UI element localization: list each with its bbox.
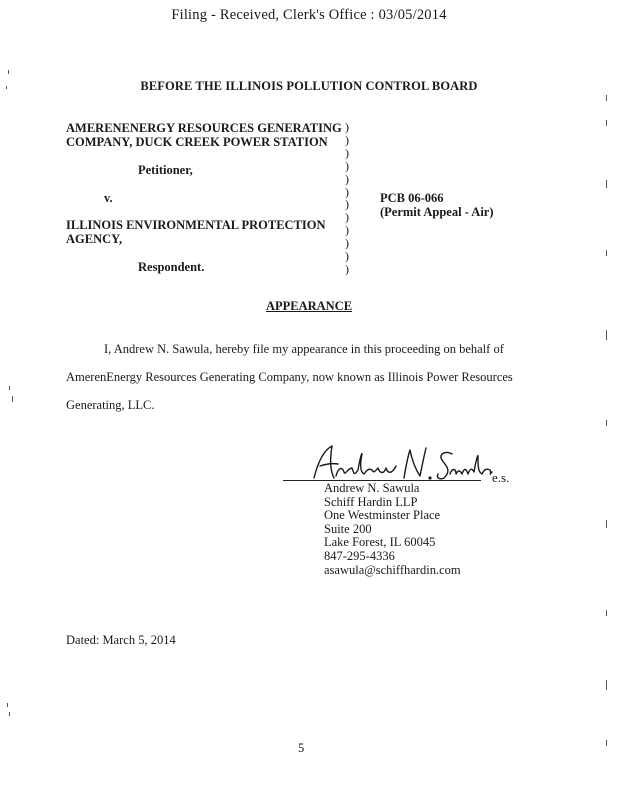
- scan-edge-mark: [606, 610, 607, 616]
- scan-edge-mark: [6, 86, 7, 89]
- petitioner-name-line2: COMPANY, DUCK CREEK POWER STATION: [66, 135, 328, 149]
- scan-edge-mark: [7, 703, 8, 707]
- respondent-name-line2: AGENCY,: [66, 232, 123, 246]
- respondent-name-line1: ILLINOIS ENVIRONMENTAL PROTECTION: [66, 218, 326, 232]
- versus: v.: [104, 191, 113, 205]
- signer-firm: Schiff Hardin LLP: [324, 494, 418, 509]
- scan-edge-mark: [606, 180, 607, 188]
- case-number: PCB 06-066: [380, 191, 444, 205]
- signer-name: Andrew N. Sawula: [324, 481, 420, 495]
- court-heading: BEFORE THE ILLINOIS POLLUTION CONTROL BOARD: [140, 79, 478, 93]
- scan-edge-mark: [9, 712, 10, 716]
- body-line-1: I, Andrew N. Sawula, hereby file my appearance in this proceeding on behalf of: [104, 342, 504, 356]
- petitioner-name-line1: AMERENENERGY RESOURCES GENERATING: [66, 121, 342, 135]
- signer-address-2: Suite 200: [324, 521, 372, 536]
- date-line: Dated: March 5, 2014: [66, 633, 176, 647]
- body-line-3: Generating, LLC.: [66, 398, 155, 412]
- signer-address-3: Lake Forest, IL 60045: [324, 535, 436, 550]
- scan-edge-mark: [606, 95, 607, 101]
- page-number: 5: [298, 741, 305, 755]
- scan-edge-mark: [606, 120, 607, 126]
- signature-initials: e.s.: [492, 470, 510, 485]
- filing-stamp: Filing - Received, Clerk's Office : 03/05/2014: [171, 7, 447, 23]
- scan-edge-mark: [606, 680, 607, 690]
- scan-edge-mark: [606, 420, 607, 426]
- case-type: (Permit Appeal - Air): [380, 205, 494, 219]
- respondent-role: Respondent.: [138, 260, 205, 274]
- scan-edge-mark: [9, 386, 10, 390]
- scan-edge-mark: [8, 70, 9, 74]
- scan-edge-mark: [606, 250, 607, 256]
- document-title: APPEARANCE: [265, 299, 353, 313]
- signer-block: [324, 482, 461, 577]
- scan-edge-mark: [12, 396, 13, 402]
- signer-phone: 847-295-4336: [324, 548, 395, 563]
- scan-edge-mark: [606, 520, 607, 528]
- scan-edge-mark: [606, 330, 607, 340]
- signer-email: asawula@schiffhardin.com: [324, 562, 461, 577]
- signer-address-1: One Westminster Place: [324, 508, 441, 523]
- caption-parenthesis-column: ) ) ) ) ) ) ) ) ) ) ) ): [345, 120, 349, 276]
- scan-edge-mark: [606, 740, 607, 746]
- body-line-2: AmerenEnergy Resources Generating Company, now known as Illinois Power Resources: [66, 370, 513, 384]
- petitioner-role: Petitioner,: [138, 163, 193, 177]
